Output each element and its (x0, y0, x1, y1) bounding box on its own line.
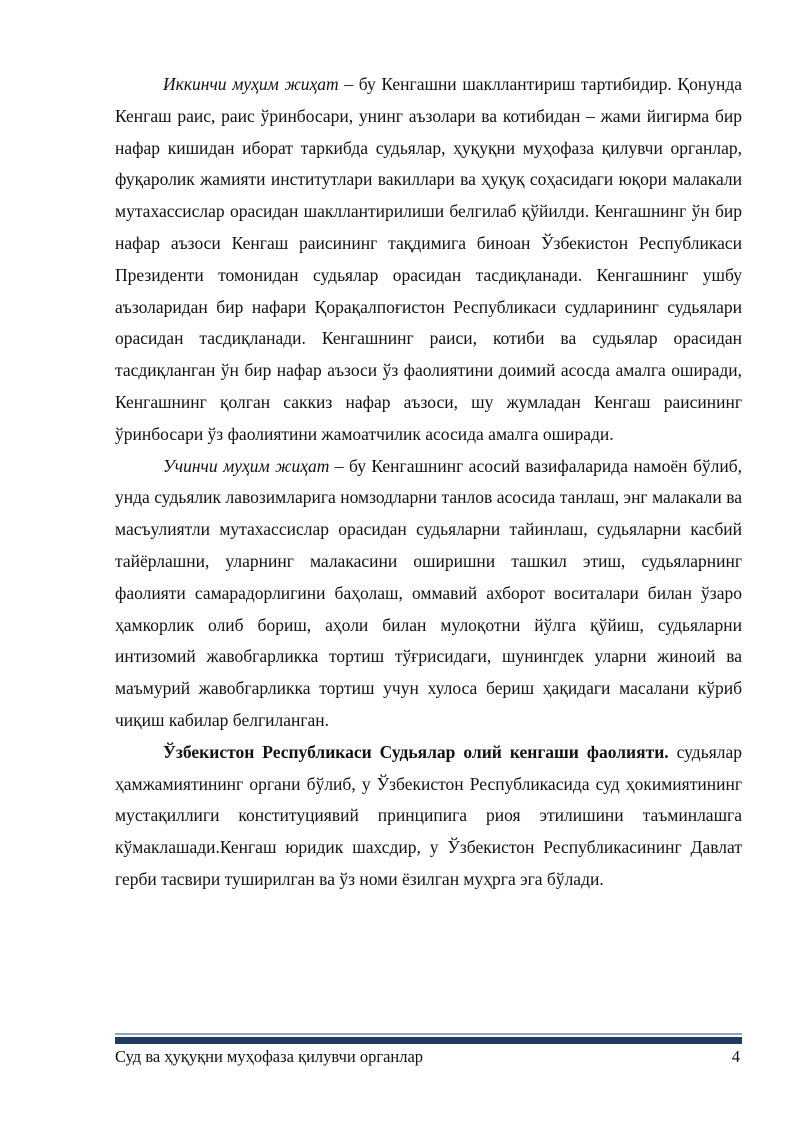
paragraph-lead-italic: Учинчи муҳим жиҳат (163, 455, 330, 476)
paragraph-lead-italic: Иккинчи муҳим жиҳат (163, 74, 339, 94)
paragraph-text: – бу Кенгашнинг асосий вазифаларида намоён бўлиб, унда судьялик лавозимларига номзодларни танлов асосида танлаш, энг малакали ва масъулиятли мутахассислар орасидан судьяларни тайинлаш, судьяларни касбий тайёрлашни, уларнинг малакасини оширишни ташкил этиш, судьяларнинг фаолияти самарадорлигини баҳолаш, оммавий ахборот воситалари билан ўзаро ҳамкорлик олиб бориш, аҳоли билан мулоқотни йўлга қўйиш, судьяларни интизомий жавобгарликка тортиш тўғрисидаги, шунингдек уларни жиноий ва маъмурий жавобгарликка тортиш учун хулоса бериш ҳақидаги масалани кўриб чиқиш кабилар белгиланган. (115, 455, 742, 730)
paragraph-third-aspect (115, 451, 742, 737)
paragraph-council-activity (115, 737, 742, 896)
paragraph-text: – бу Кенгашни шакллантириш тартибидир. Қонунда Кенгаш раис, раис ўринбосари, унинг аъзолари ва котибидан – жами йигирма бир нафар кишидан иборат таркибда судьялар, ҳуқуқни муҳофаза қилувчи органлар, фуқаролик жамияти институтлари вакиллари ва ҳуқуқ соҳасидаги юқори малакали мутахассислар орасидан шакллантирилиши белгилаб қўйилди. Кенгашнинг ўн бир нафар аъзоси Кенгаш раисининг тақдимига биноан Ўзбекистон Республикаси Президенти томонидан судьялар орасидан тасдиқланади. Кенгашнинг ушбу аъзоларидан бир нафари Қорақалпоғистон Республикаси судларининг судьялари орасидан тасдиқланади. Кенгашнинг раиси, котиби ва судьялар орасидан тасдиқланган ўн бир нафар аъзоси ўз фаолиятини доимий асосда амалга оширади, Кенгашнинг қолган саккиз нафар аъзоси, шу жумладан Кенгаш раисининг ўринбосари ўз фаолиятини жамоатчилик асосида амалга оширади. (115, 74, 742, 444)
paragraph-second-aspect (115, 69, 742, 451)
paragraph-text: судьялар ҳамжамиятининг органи бўлиб, у Ўзбекистон Республикасида суд ҳокимиятининг мустақиллиги конституциявий принципига риоя этилишини таъминлашга кўмаклашади.Кенгаш юридик шахсдир, у Ўзбекистон Республикасининг Давлат герби тасвири туширилган ва ўз номи ёзилган муҳрга эга бўлади. (115, 741, 742, 889)
document-body (115, 69, 742, 896)
footer-title: Суд ва ҳуқуқни муҳофаза қилувчи органлар (115, 1047, 424, 1066)
paragraph-lead-bold: Ўзбекистон Республикаси Судьялар олий кенгаши фаолияти. (163, 741, 669, 762)
footer-divider (115, 1037, 742, 1044)
page-number: 4 (731, 1047, 740, 1066)
